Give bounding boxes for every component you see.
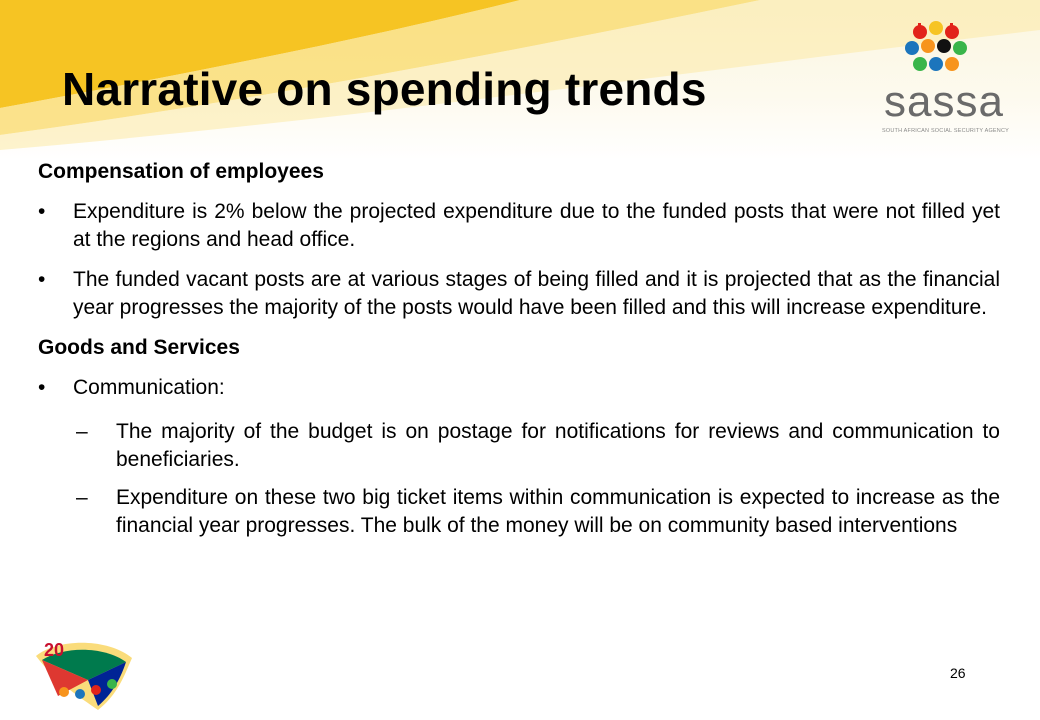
bullet-text: The funded vacant posts are at various stages of being filled and it is projected that as the financial year progresses the majority of the posts would have been filled and this will increase expenditure. <box>73 268 1000 319</box>
sub-bullet-text: The majority of the budget is on postage for notifications for reviews and communication to beneficiaries. <box>116 420 1000 471</box>
twenty-years-of-freedom-logo-icon <box>28 636 140 716</box>
dash-marker: – <box>76 486 88 509</box>
sassa-tagline: SOUTH AFRICAN SOCIAL SECURITY AGENCY <box>882 128 1010 134</box>
bullet-item <box>38 198 1000 254</box>
sub-bullet-item <box>38 484 1000 540</box>
dash-marker: – <box>76 420 88 443</box>
bullet-marker: • <box>38 200 46 223</box>
sassa-wordmark: sassa <box>884 77 1004 126</box>
bullet-text: Communication: <box>73 376 225 399</box>
section-heading-compensation: Compensation of employees <box>38 160 324 183</box>
sassa-hands-logo-icon <box>898 20 1008 80</box>
svg-text:20: 20 <box>44 640 65 660</box>
sassa-logo <box>868 20 1018 142</box>
slide-title: Narrative on spending trends <box>62 63 707 115</box>
sub-bullet-item <box>38 418 1000 474</box>
bullet-marker: • <box>38 268 46 291</box>
bullet-item <box>38 266 1000 322</box>
slide-body <box>38 154 1000 540</box>
bullet-marker: • <box>38 376 46 399</box>
bullet-text: Expenditure is 2% below the projected expenditure due to the funded posts that were not filled yet at the regions and head office. <box>73 200 1000 251</box>
bullet-item <box>38 374 1000 402</box>
page-number: 26 <box>950 665 966 681</box>
sub-bullet-text: Expenditure on these two big ticket items within communication is expected to increase as the financial year progresses. The bulk of the money will be on community based interventions <box>116 486 1000 537</box>
section-heading-goods-services: Goods and Services <box>38 336 240 359</box>
